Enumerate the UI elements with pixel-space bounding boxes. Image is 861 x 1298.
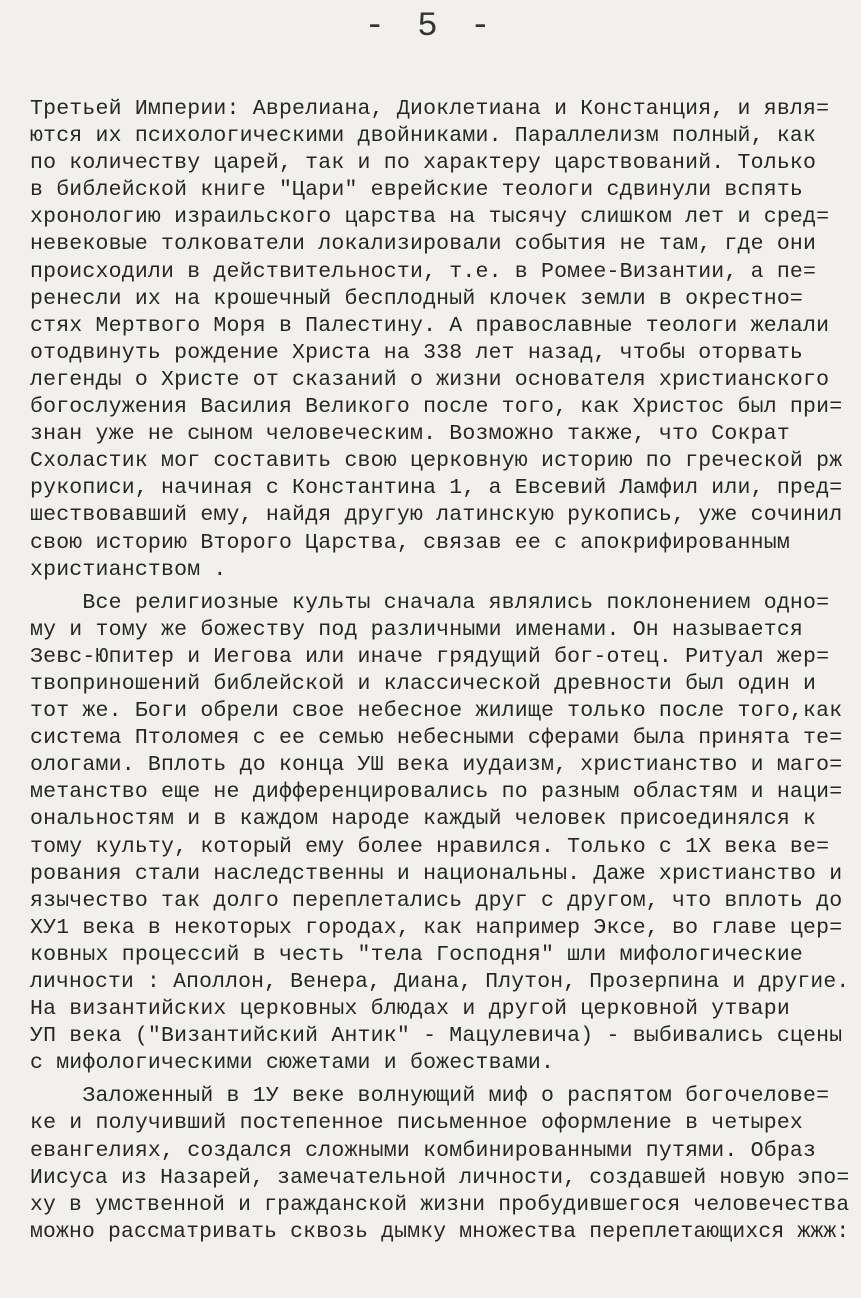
text-line: легенды о Христе от сказаний о жизни основателя христианского: [30, 367, 830, 392]
text-line: Схоластик мог составить свою церковную историю по греческой рж: [30, 449, 843, 474]
text-line: Иисуса из Назарей, замечательной личности, создавшей новую эпо=: [30, 1165, 850, 1190]
paragraph: [30, 96, 849, 584]
page-number: - 5 -: [364, 8, 497, 46]
text-line: можно рассматривать сквозь дымку множества переплетающихся жжж:: [30, 1219, 850, 1244]
text-line: личности : Аполлон, Венера, Диана, Плутон, Прозерпина и другие.: [30, 970, 850, 994]
text-line: ху в умственной и гражданской жизни пробудившегося человечества: [30, 1192, 850, 1217]
text-line: ке и получивший постепенное письменное оформление в четырех: [30, 1111, 804, 1136]
text-line: На византийских церковных блюдах и другой церковной утвари: [30, 997, 790, 1022]
text-line: шествовавший ему, найдя другую латинскую рукопись, уже сочинил: [30, 503, 843, 528]
text-line: хронологию израильского царства на тысячу слишком лет и сред=: [30, 205, 830, 230]
text-line: Зевс-Юпитер и Иегова или иначе грядущий бог-отец. Ритуал жер=: [30, 644, 830, 669]
text-line: му и тому же божеству под различными именами. Он называется: [30, 617, 804, 642]
text-line: ХУ1 века в некоторых городах, как например Эксе, во главе цер=: [30, 915, 843, 940]
text-line: Третьей Империи: Аврелиана, Диоклетиана и Констанция, и явля=: [30, 97, 830, 121]
text-line: ренесли их на крошечный бесплодный клочек земли в окрестно=: [30, 286, 804, 311]
text-line: тому культу, который ему более нравился. Только с 1Х века ве=: [30, 834, 830, 859]
body-text: [30, 96, 849, 1246]
text-line: отодвинуть рождение Христа на 338 лет назад, чтобы оторвать: [30, 340, 804, 365]
text-line: Все религиозные культы сначала являлись поклонением одно=: [30, 590, 830, 615]
text-line: ональностям и в каждом народе каждый человек присоединялся к: [30, 807, 817, 832]
text-line: УП века ("Византийский Антик" - Мацулевича) - выбивались сцены: [30, 1024, 843, 1049]
text-line: система Птоломея с ее семью небесными сферами была принята те=: [30, 726, 843, 751]
text-line: ковных процессий в честь "тела Господня" шли мифологические: [30, 942, 804, 967]
text-line: знан уже не сыном человеческим. Возможно также, что Сократ: [30, 422, 790, 447]
text-line: тот же. Боги обрели свое небесное жилище только после того,как: [30, 699, 843, 724]
text-line: по количеству царей, так и по характеру царствований. Только: [30, 151, 817, 176]
text-line: ются их психологическими двойниками. Параллелизм полный, как: [30, 124, 817, 149]
text-line: рукописи, начиная с Константина 1, а Евсевий Ламфил или, пред=: [30, 476, 843, 501]
paragraph: [30, 1083, 849, 1246]
text-line: невековые толкователи локализировали события не там, где они: [30, 232, 817, 257]
text-line: богослужения Василия Великого после того, как Христос был при=: [30, 395, 843, 420]
text-line: с мифологическими сюжетами и божествами.: [30, 1051, 555, 1076]
text-line: христианством .: [30, 557, 227, 582]
text-line: рования стали наследственны и национальны. Даже христианство и: [30, 861, 843, 886]
paragraph: [30, 590, 849, 1078]
text-line: свою историю Второго Царства, связав ее с апокрифированным: [30, 530, 790, 555]
text-line: Заложенный в 1У веке волнующий миф о распятом богочелове=: [30, 1084, 830, 1109]
text-line: евангелиях, создался сложными комбинированными путями. Образ: [30, 1138, 817, 1163]
text-line: стях Мертвого Моря в Палестину. А православные теологи желали: [30, 313, 830, 338]
text-line: ологами. Вплоть до конца УШ века иудаизм, христианство и маго=: [30, 753, 843, 778]
text-line: в библейской книге "Цари" еврейские теологи сдвинули вспять: [30, 178, 804, 203]
text-line: язычество так долго переплетались друг с другом, что вплоть до: [30, 888, 843, 913]
text-line: твоприношений библейской и классической древности был один и: [30, 671, 817, 696]
text-line: метанство еще не дифференцировались по разным областям и наци=: [30, 780, 843, 805]
text-line: происходили в действительности, т.е. в Ромее-Византии, а пе=: [30, 259, 817, 284]
